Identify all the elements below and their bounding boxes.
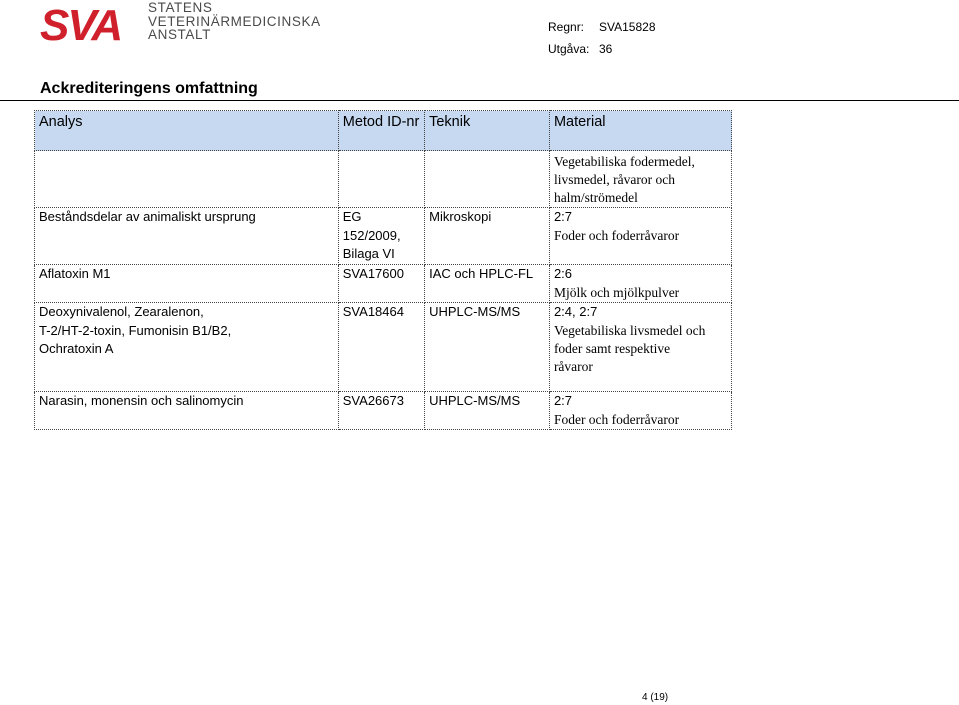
material-line: råvaror [553, 358, 593, 374]
material-line: halm/strömedel [553, 190, 638, 205]
analys-cell: Narasin, monensin och salinomycin [35, 392, 339, 430]
utgava-value: 36 [599, 42, 613, 56]
teknik-cell: UHPLC-MS/MS [425, 303, 550, 392]
organization-name [148, 1, 321, 42]
regnr-label: Regnr: [548, 20, 585, 34]
metod-line: 152/2009, [342, 227, 401, 243]
metod-cell: SVA17600 [338, 265, 424, 303]
material-line: foder samt respektive [553, 340, 671, 356]
material-line: livsmedel, råvaror och [553, 172, 676, 187]
analys-cell: Aflatoxin M1 [35, 265, 339, 303]
header-teknik: Teknik [425, 111, 550, 151]
header-analys: Analys [35, 111, 339, 151]
org-line: VETERINÄRMEDICINSKA [148, 13, 321, 29]
svg-text:SVA: SVA [40, 3, 122, 45]
teknik-cell: Mikroskopi [425, 208, 550, 265]
section-title: Ackrediteringens omfattning [40, 80, 258, 97]
table-row [35, 208, 732, 265]
analys-line: T-2/HT-2-toxin, Fumonisin B1/B2, [39, 322, 232, 338]
header-metod: Metod ID-nr [338, 111, 424, 151]
material-code: 2:7 [553, 393, 573, 408]
metod-cell: SVA18464 [338, 303, 424, 392]
metod-cell: SVA26673 [338, 392, 424, 430]
document-meta [548, 16, 656, 60]
material-line: Vegetabiliska fodermedel, [553, 154, 695, 169]
material-code: 2:6 [553, 266, 573, 281]
material-line: Foder och foderråvaror [553, 411, 680, 427]
material-line: Vegetabiliska livsmedel och [553, 322, 706, 338]
material-line: Foder och foderråvaror [553, 227, 680, 243]
teknik-cell: IAC och HPLC-FL [425, 265, 550, 303]
material-line: Mjölk och mjölkpulver [553, 284, 680, 300]
table-row [35, 392, 732, 430]
divider [0, 100, 959, 101]
table-header-row [35, 111, 732, 151]
analys-cell: Beståndsdelar av animaliskt ursprung [39, 209, 256, 224]
material-code: 2:4, 2:7 [553, 304, 598, 319]
accreditation-table [34, 110, 732, 430]
org-line: ANSTALT [148, 27, 211, 42]
sva-logo-icon [40, 3, 140, 45]
utgava-label: Utgåva: [548, 42, 590, 56]
header-material: Material [549, 111, 731, 151]
analys-line: Deoxynivalenol, Zearalenon, [39, 304, 204, 319]
material-code: 2:7 [553, 209, 573, 224]
metod-line: Bilaga VI [342, 246, 395, 261]
metod-line: EG [342, 209, 362, 224]
regnr-value: SVA15828 [599, 20, 656, 34]
page-number: 4 (19) [642, 692, 669, 703]
table-row [35, 151, 732, 208]
analys-line: Ochratoxin A [39, 341, 114, 356]
org-line: STATENS [148, 0, 213, 15]
table-row [35, 265, 732, 303]
table-row [35, 303, 732, 392]
teknik-cell: UHPLC-MS/MS [425, 392, 550, 430]
